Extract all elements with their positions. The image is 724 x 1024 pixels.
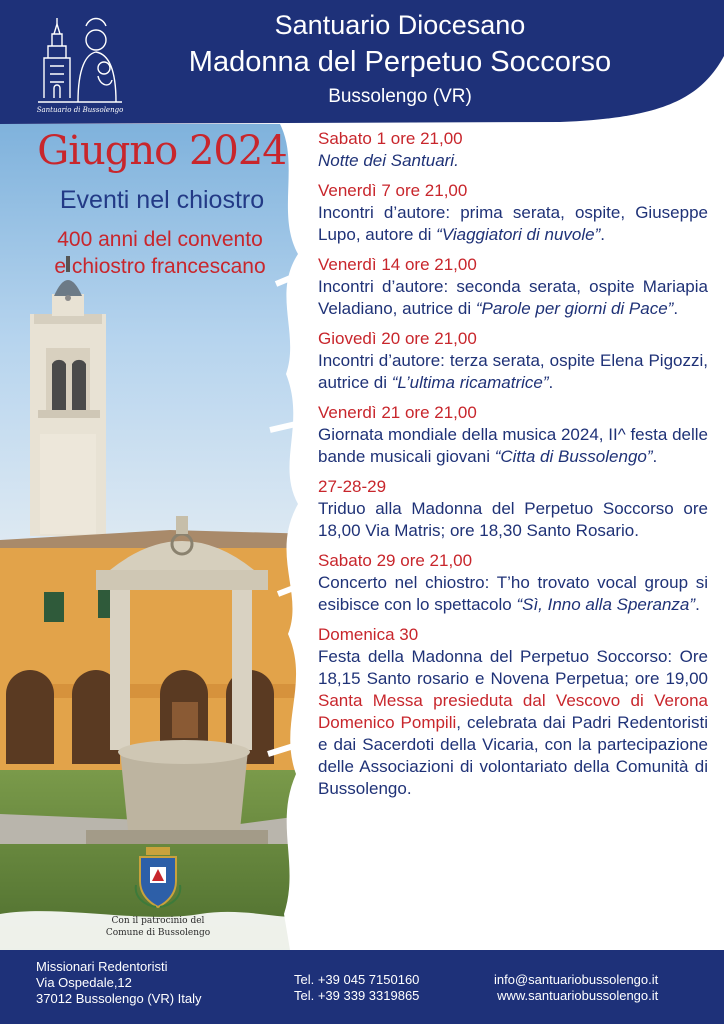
event-item [318,128,708,172]
footer-street: Via Ospedale,12 [36,975,132,990]
event-date: Giovedì 20 ore 21,00 [318,329,477,348]
event-description: Incontri d’autore: seconda serata, ospite Mariapia Veladiano, autrice di “Parole per giorni di Pace”. [318,277,708,318]
sanctuary-madonna-icon [30,6,130,118]
event-description: Concerto nel chiostro: T’ho trovato vocal group si esibisce con lo spettacolo “Sì, Inno alla Speranza”. [318,573,708,614]
footer-email[interactable]: info@santuariobussolengo.it [494,972,659,987]
event-date: Venerdì 14 ore 21,00 [318,255,477,274]
events-list [318,128,708,808]
event-date: Venerdì 21 ore 21,00 [318,403,477,422]
header-location: Bussolengo (VR) [328,86,472,107]
footer-website[interactable]: www.santuariobussolengo.it [497,988,659,1003]
footer-tel1: Tel. +39 045 7150160 [294,972,420,987]
event-description: Festa della Madonna del Perpetuo Soccorso: Ore 18,15 Santo rosario e Novena Perpetua; ore 19,00 Santa Messa presieduta dal Vescovo di Verona Domenico Pompili, celebrata dai Padri Redentoristi e dai Sacerdoti della Vicaria, con la partecipazione delle Associazioni di volontariato della Comunità di Bussolengo. [318,647,709,798]
patron-line2: Comune di Bussolengo [105,928,211,938]
event-date: Venerdì 7 ore 21,00 [318,181,468,200]
footer-tel2: Tel. +39 339 3319865 [294,988,420,1003]
municipal-crest-icon [132,845,184,909]
poster-subtitle: Eventi nel chiostro [59,186,265,214]
event-item [318,624,708,800]
event-item [318,180,708,246]
footer-org: Missionari Redentoristi [36,959,168,974]
event-description: Giornata mondiale della musica 2024, II^ festa delle bande musicali giovani “Citta di Bussolengo”. [318,425,708,466]
footer-contacts [494,972,658,1004]
event-item [318,254,708,320]
event-description: Incontri d’autore: prima serata, ospite, Giuseppe Lupo, autore di “Viaggiatori di nuvole”. [318,203,708,244]
month-title: Giugno 2024 [37,128,287,174]
patronage-note [96,915,220,939]
header [0,0,724,124]
footer-phones [294,972,419,1004]
footer [0,950,724,1024]
footer-address [36,959,201,1007]
event-item [318,550,708,616]
anniversary-line1: 400 anni del convento [57,228,263,251]
event-date: Sabato 29 ore 21,00 [318,551,473,570]
event-item [318,402,708,468]
anniversary-line2: e chiostro francescano [54,255,266,278]
footer-city: 37012 Bussolengo (VR) Italy [36,991,202,1006]
patron-line1: Con il patrocinio del [111,916,205,926]
event-item [318,328,708,394]
header-title-line1: Santuario Diocesano [274,10,526,40]
header-title-line2: Madonna del Perpetuo Soccorso [188,46,612,78]
event-date: 27-28-29 [318,477,387,496]
event-description: Triduo alla Madonna del Perpetuo Soccorso ore 18,00 Via Matris; ore 18,30 Santo Rosario. [318,499,708,540]
event-description: Notte dei Santuari. [318,151,459,170]
event-date: Domenica 30 [318,625,419,644]
event-item [318,476,708,542]
logo-caption: Santuario di Bussolengo [36,106,124,114]
event-description: Incontri d’autore: terza serata, ospite Elena Pigozzi, autrice di “L’ultima ricamatrice”. [318,351,708,392]
event-date: Sabato 1 ore 21,00 [318,129,463,148]
anniversary-text [10,226,310,280]
